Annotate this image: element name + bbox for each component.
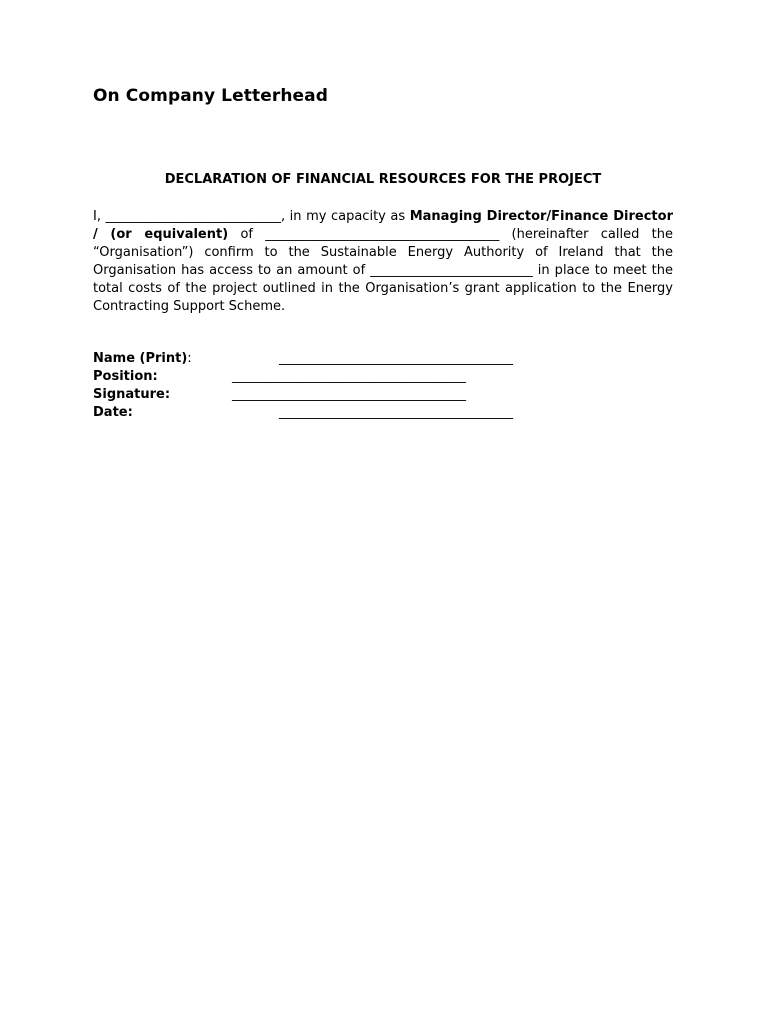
signature-fields (93, 350, 673, 422)
name-label-colon: : (187, 351, 192, 366)
date-label: Date: (93, 405, 133, 420)
field-row-signature (93, 386, 673, 404)
field-row-name (93, 350, 673, 368)
paragraph-part-1: I, ___________________________, in my capacity as (93, 209, 410, 224)
letterhead-heading: On Company Letterhead (93, 86, 328, 106)
declaration-paragraph (93, 208, 673, 316)
name-label-text: Name (Print) (93, 351, 188, 366)
declaration-title: DECLARATION OF FINANCIAL RESOURCES FOR THE PROJECT (164, 172, 602, 187)
name-blank-line[interactable]: ____________________________________ (279, 351, 513, 366)
position-blank-line[interactable]: ____________________________________ (232, 369, 466, 384)
paragraph-part-2: of ____________________________________ (hereinafter called the “Organisation”) confirm to the Sustainable Energy Authority of Ireland that the Organisation has access to an amount of _________________________ in place to meet the total costs of the project outlined in the Organisation’s grant application to the Energy Contracting Support Scheme. (93, 227, 673, 314)
role-bold-text: Managing Director/Finance Director / (or equivalent) (93, 209, 673, 242)
date-blank-line[interactable]: ____________________________________ (279, 405, 513, 420)
name-label (93, 350, 192, 368)
position-label: Position: (93, 369, 158, 384)
field-row-date (93, 404, 673, 422)
signature-blank-line[interactable]: ____________________________________ (232, 387, 466, 402)
field-row-position (93, 368, 673, 386)
signature-label: Signature: (93, 387, 171, 402)
